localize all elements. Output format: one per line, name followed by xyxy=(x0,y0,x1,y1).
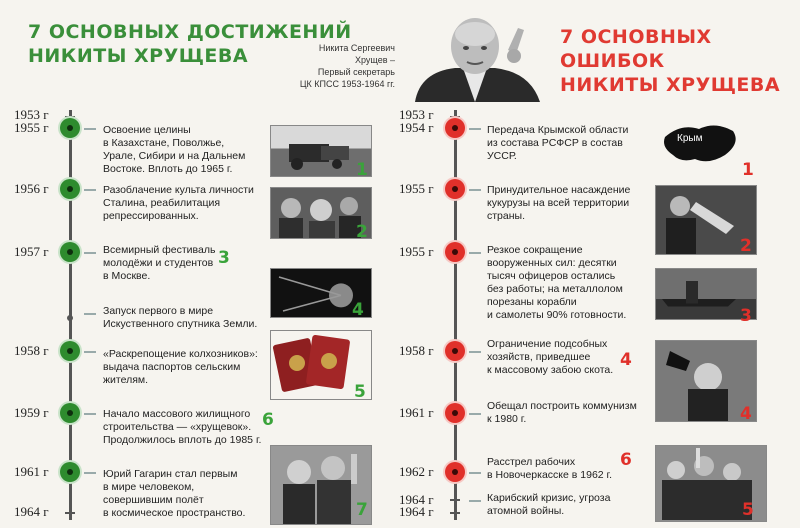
event-line: кукурузы на всей территории xyxy=(487,197,630,209)
timeline-year: 1962 г xyxy=(399,464,434,479)
mistakes-title-line2: НИКИТЫ ХРУЩЕВА xyxy=(560,74,781,96)
event-text xyxy=(103,184,268,223)
timeline-year: 1964 г xyxy=(399,492,434,507)
event-text xyxy=(487,184,652,223)
event-line: Карибский кризис, угроза xyxy=(487,492,611,504)
event-number: 2 xyxy=(356,222,368,242)
crimea-map-icon xyxy=(655,115,755,175)
khrushchev-portrait xyxy=(400,10,550,102)
connector-dash xyxy=(469,351,481,353)
event-line: и самолеты 90% готовности. xyxy=(487,309,627,321)
event-line: к массовому забою скота. xyxy=(487,364,614,376)
timeline-tick xyxy=(450,499,460,501)
caption-line: Никита Сергеевич xyxy=(318,43,395,53)
timeline-year: 1961 г xyxy=(399,405,434,420)
event-text xyxy=(103,124,268,176)
connector-dash xyxy=(469,128,481,130)
event-number: 4 xyxy=(740,404,752,424)
event-number: 5 xyxy=(354,382,366,402)
connector-dash xyxy=(469,500,481,502)
timeline-node xyxy=(60,179,80,199)
event-line: к 1980 г. xyxy=(487,413,527,425)
connector-dash xyxy=(469,252,481,254)
event-line: строительства — «хрущевок». xyxy=(103,421,252,433)
event-text xyxy=(103,348,268,387)
connector-dash xyxy=(84,472,96,474)
connector-dash xyxy=(469,413,481,415)
event-line: Освоение целины xyxy=(103,124,191,136)
event-number: 3 xyxy=(218,248,230,268)
event-text xyxy=(487,492,652,518)
caption-line: Хрущев – xyxy=(354,55,395,65)
event-text xyxy=(103,468,268,520)
timeline-year: 1961 г xyxy=(14,464,49,479)
timeline-year: 1957 г xyxy=(14,244,49,259)
connector-dash xyxy=(469,472,481,474)
event-text xyxy=(103,244,268,283)
connector-dash xyxy=(84,128,96,130)
timeline-node xyxy=(445,341,465,361)
event-line: УССР. xyxy=(487,150,517,162)
timeline-start-year: 1953 г xyxy=(399,107,434,122)
timeline-node xyxy=(60,403,80,423)
event-number: 6 xyxy=(620,450,632,470)
timeline-node xyxy=(445,179,465,199)
event-line: хозяйств, приведшее xyxy=(487,351,591,363)
timeline-node xyxy=(60,341,80,361)
connector-dash xyxy=(84,313,96,315)
timeline-node xyxy=(445,242,465,262)
event-line: в мире человеком, xyxy=(103,481,195,493)
event-text xyxy=(487,124,652,163)
timeline-node xyxy=(445,462,465,482)
event-line: жителям. xyxy=(103,374,149,386)
timeline-end-year: 1964 г xyxy=(399,504,434,519)
event-line: Урале, Сибири и на Дальнем xyxy=(103,150,246,162)
caption-line: ЦК КПСС 1953-1964 гг. xyxy=(299,79,395,89)
event-line: репрессированных. xyxy=(103,210,199,222)
event-text xyxy=(103,408,268,447)
event-line: страны. xyxy=(487,210,526,222)
timeline-end-year: 1964 г xyxy=(14,504,49,519)
mistakes-title xyxy=(560,25,800,97)
event-number: 1 xyxy=(742,160,754,180)
timeline-year: 1956 г xyxy=(14,181,49,196)
event-line: Запуск первого в мире xyxy=(103,305,214,317)
event-text xyxy=(487,244,652,322)
timeline-dot xyxy=(67,315,73,321)
portrait-caption xyxy=(290,42,395,90)
event-text xyxy=(103,305,268,331)
event-line: Всемирный фестиваль xyxy=(103,244,216,256)
connector-dash xyxy=(84,413,96,415)
timeline-year: 1955 г xyxy=(14,120,49,135)
event-line: из состава РСФСР в состав xyxy=(487,137,623,149)
event-line: порезаны корабли xyxy=(487,296,577,308)
event-number: 7 xyxy=(356,500,368,520)
event-line: в Москве. xyxy=(103,270,151,282)
caption-line: Первый секретарь xyxy=(317,67,395,77)
event-line: «Раскрепощение колхозников»: xyxy=(103,348,258,360)
mistakes-title-line1: 7 ОСНОВНЫХ ОШИБОК xyxy=(560,26,712,72)
event-text xyxy=(487,400,652,426)
event-line: Ограничение подсобных xyxy=(487,338,608,350)
event-line: Принудительное насаждение xyxy=(487,184,631,196)
event-line: Резкое сокращение xyxy=(487,244,583,256)
achievements-title-line1: 7 ОСНОВНЫХ ДОСТИЖЕНИЙ xyxy=(28,21,352,43)
event-line: Востоке. Вплоть до 1965 г. xyxy=(103,163,233,175)
timeline-year: 1958 г xyxy=(399,343,434,358)
event-number: 4 xyxy=(620,350,632,370)
event-number: 5 xyxy=(742,500,754,520)
event-line: Сталина, реабилитация xyxy=(103,197,221,209)
connector-dash xyxy=(84,351,96,353)
connector-dash xyxy=(84,252,96,254)
event-line: Расстрел рабочих xyxy=(487,456,576,468)
event-line: вооруженных сил: десятки xyxy=(487,257,617,269)
event-line: атомной войны. xyxy=(487,505,565,517)
timeline-node xyxy=(60,462,80,482)
event-line: Обещал построить коммунизм xyxy=(487,400,637,412)
event-line: Искуственного спутника Земли. xyxy=(103,318,258,330)
timeline-tick xyxy=(65,512,75,514)
connector-dash xyxy=(84,189,96,191)
event-line: в космическое пространство. xyxy=(103,507,246,519)
event-line: Юрий Гагарин стал первым xyxy=(103,468,238,480)
timeline-year: 1954 г xyxy=(399,120,434,135)
event-number: 1 xyxy=(356,160,368,180)
timeline-year: 1955 г xyxy=(399,244,434,259)
event-line: совершившим полёт xyxy=(103,494,204,506)
timeline-node xyxy=(60,242,80,262)
event-line: без работы; на металлолом xyxy=(487,283,623,295)
event-line: тысяч офицеров остались xyxy=(487,270,616,282)
event-number: 3 xyxy=(740,306,752,326)
event-number: 4 xyxy=(352,300,364,320)
timeline-year: 1955 г xyxy=(399,181,434,196)
event-line: в Казахстане, Поволжье, xyxy=(103,137,225,149)
timeline-node xyxy=(445,403,465,423)
event-number: 2 xyxy=(740,236,752,256)
event-line: Начало массового жилищного xyxy=(103,408,251,420)
timeline-node xyxy=(60,118,80,138)
timeline-year: 1959 г xyxy=(14,405,49,420)
event-line: Продолжилось вплоть до 1985 г. xyxy=(103,434,262,446)
mistakes-timeline xyxy=(454,110,457,520)
connector-dash xyxy=(469,189,481,191)
timeline-node xyxy=(445,118,465,138)
timeline-start-year: 1953 г xyxy=(14,107,49,122)
event-line: Передача Крымской области xyxy=(487,124,629,136)
timeline-tick xyxy=(450,512,460,514)
achievements-title-line2: НИКИТЫ ХРУЩЕВА xyxy=(28,45,249,67)
timeline-year: 1958 г xyxy=(14,343,49,358)
event-line: молодёжи и студентов xyxy=(103,257,214,269)
event-number: 6 xyxy=(262,410,274,430)
event-line: выдача паспортов сельским xyxy=(103,361,241,373)
event-line: в Новочеркасске в 1962 г. xyxy=(487,469,613,481)
event-photo xyxy=(655,115,755,175)
svg-text:Крым: Крым xyxy=(677,133,703,144)
event-line: Разоблачение культа личности xyxy=(103,184,254,196)
